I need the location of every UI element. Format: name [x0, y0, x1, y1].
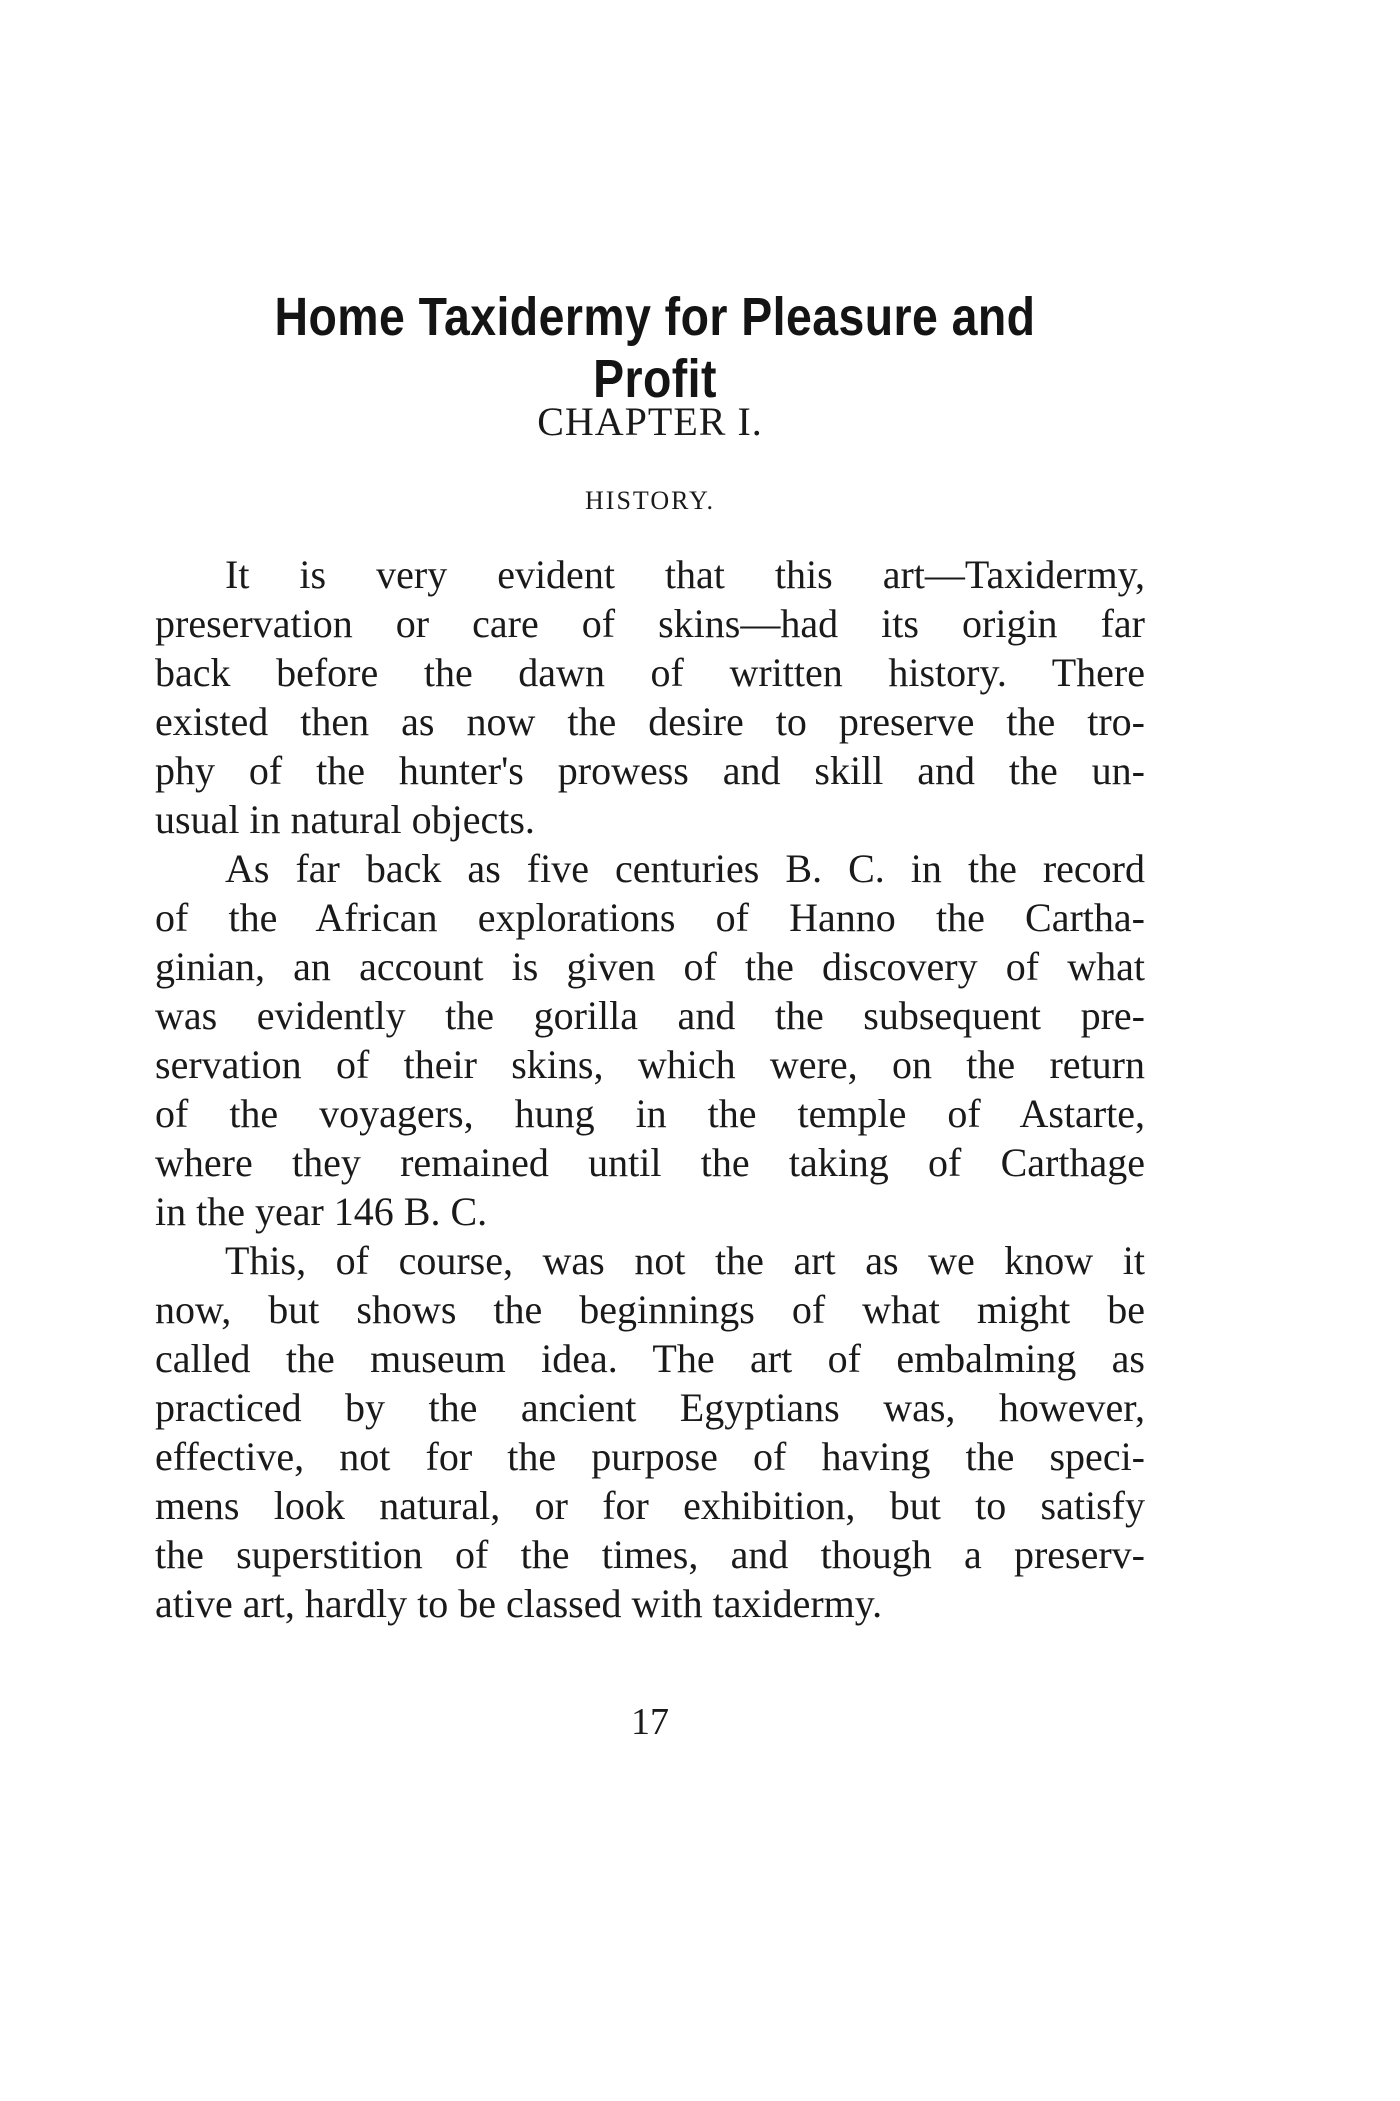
text-line: back before the dawn of written history. There	[155, 650, 1145, 695]
paragraph	[155, 1236, 1145, 1628]
text-line: called the museum idea. The art of embalming as	[155, 1336, 1145, 1381]
text-line: phy of the hunter's prowess and skill and the un-	[155, 748, 1145, 793]
text-line: ative art, hardly to be classed with taxidermy.	[155, 1581, 883, 1626]
text-line: where they remained until the taking of Carthage	[155, 1140, 1145, 1185]
text-line: usual in natural objects.	[155, 797, 535, 842]
text-line: As far back as five centuries B. C. in the record	[225, 846, 1145, 891]
page-number: 17	[631, 1701, 669, 1743]
text-line: now, but shows the beginnings of what might be	[155, 1287, 1145, 1332]
paragraph	[155, 550, 1145, 844]
text-line: This, of course, was not the art as we know it	[225, 1238, 1145, 1283]
text-line: practiced by the ancient Egyptians was, however,	[155, 1385, 1145, 1430]
text-line: servation of their skins, which were, on the return	[155, 1042, 1145, 1087]
section-heading: HISTORY.	[585, 486, 715, 515]
chapter-heading: CHAPTER I.	[537, 399, 763, 444]
text-line: effective, not for the purpose of having the speci-	[155, 1434, 1145, 1479]
text-line: of the African explorations of Hanno the Cartha-	[155, 895, 1145, 940]
text-line: ginian, an account is given of the discovery of what	[155, 944, 1145, 989]
paragraph	[155, 844, 1145, 1236]
body-text	[155, 550, 1145, 1628]
text-line: was evidently the gorilla and the subsequent pre-	[155, 993, 1145, 1038]
text-line: It is very evident that this art—Taxidermy,	[225, 552, 1145, 597]
book-title: Home Taxidermy for Pleasure and Profit	[274, 287, 1036, 409]
text-line: the superstition of the times, and though a preserv-	[155, 1532, 1145, 1577]
text-line: preservation or care of skins—had its origin far	[155, 601, 1145, 646]
text-line: mens look natural, or for exhibition, but to satisfy	[155, 1483, 1145, 1528]
text-line: of the voyagers, hung in the temple of Astarte,	[155, 1091, 1145, 1136]
text-line: existed then as now the desire to preserve the tro-	[155, 699, 1145, 744]
text-line: in the year 146 B. C.	[155, 1189, 488, 1234]
